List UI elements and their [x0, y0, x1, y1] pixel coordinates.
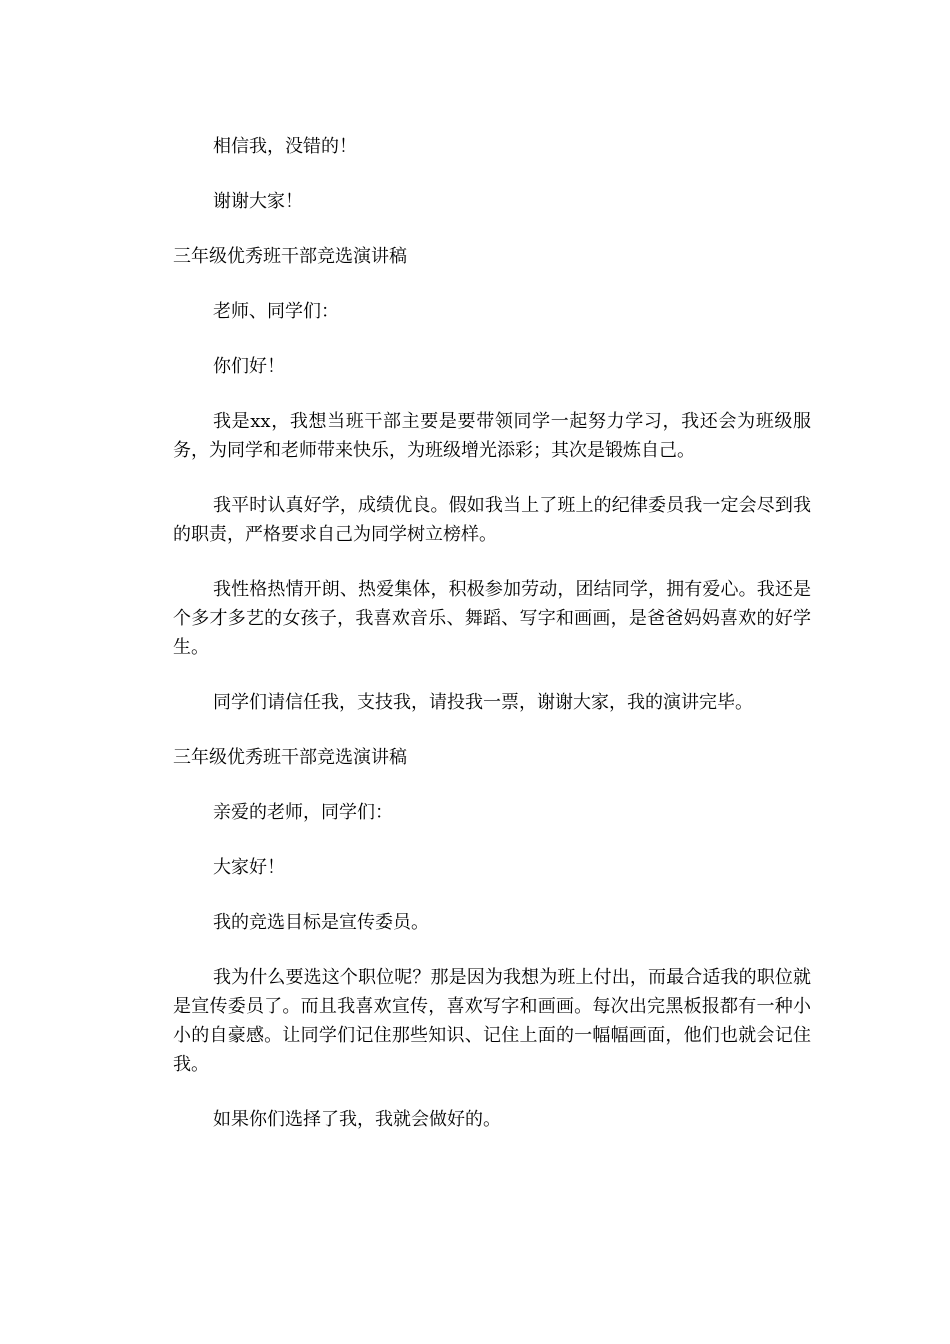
paragraph-intro: 我是xx，我想当班干部主要是要带领同学一起努力学习，我还会为班级服务，为同学和老师带来快乐，为班级增光添彩；其次是锻炼自己。 — [173, 411, 811, 461]
paragraph-goal: 我的竞选目标是宣传委员。 — [213, 912, 429, 933]
paragraph-greeting-dear: 亲爱的老师，同学们： — [213, 802, 393, 823]
paragraph-greeting-audience: 老师、同学们： — [213, 301, 339, 322]
section-title-2: 三年级优秀班干部竞选演讲稿 — [173, 747, 407, 768]
paragraph-reason: 我为什么要选这个职位呢？那是因为我想为班上付出，而最合适我的职位就是宣传委员了。而且我喜欢宣传，喜欢写字和画画。每次出完黑板报都有一种小小的自豪感。让同学们记住那些知识、记住上面的一幅幅画面，他们也就会记住我。 — [173, 967, 811, 1075]
document-body — [173, 132, 811, 1160]
paragraph-study: 我平时认真好学，成绩优良。假如我当上了班上的纪律委员我一定会尽到我的职责，严格要求自己为同学树立榜样。 — [173, 495, 811, 545]
paragraph-promise: 如果你们选择了我，我就会做好的。 — [213, 1109, 501, 1130]
paragraph-hello-everyone: 大家好！ — [213, 857, 285, 878]
paragraph-personality: 我性格热情开朗、热爱集体，积极参加劳动，团结同学，拥有爱心。我还是个多才多艺的女孩子，我喜欢音乐、舞蹈、写字和画画，是爸爸妈妈喜欢的好学生。 — [173, 579, 811, 658]
paragraph-thanks: 谢谢大家！ — [213, 191, 303, 212]
section-title-1: 三年级优秀班干部竞选演讲稿 — [173, 246, 407, 267]
paragraph-vote-request: 同学们请信任我，支技我，请投我一票，谢谢大家，我的演讲完毕。 — [213, 692, 753, 713]
paragraph-closing-trust: 相信我，没错的！ — [213, 136, 357, 157]
paragraph-hello: 你们好！ — [213, 356, 285, 377]
